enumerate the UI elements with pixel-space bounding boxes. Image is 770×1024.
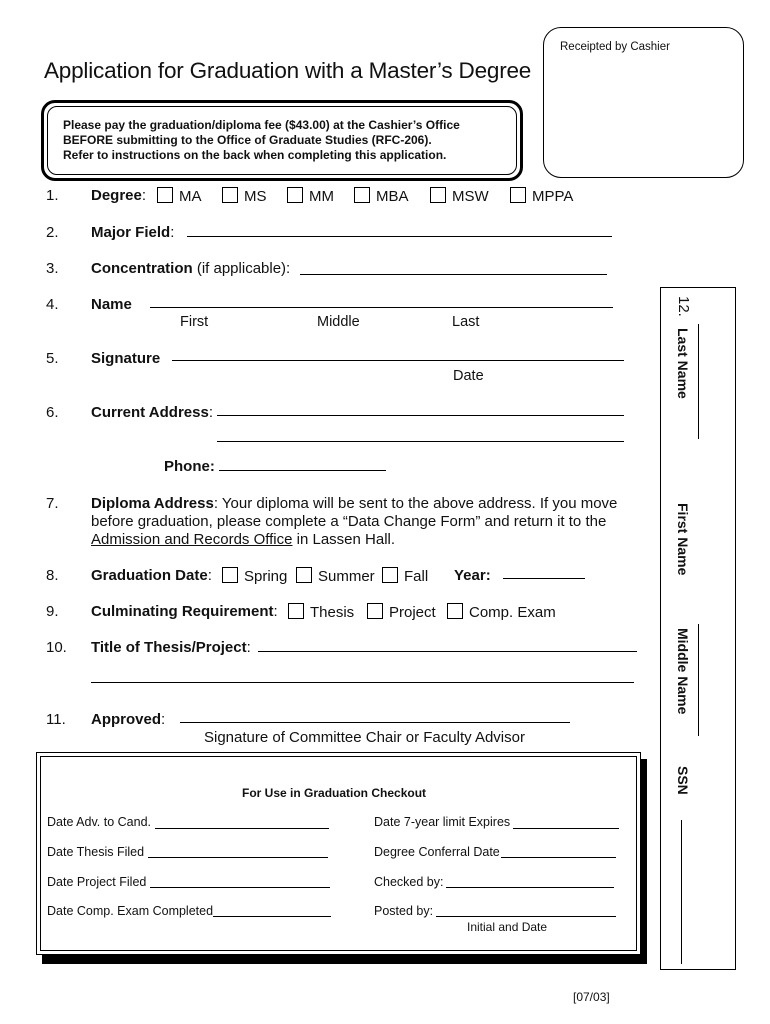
graduation-checkout-box (36, 752, 641, 955)
degree-option-mba[interactable]: MBA (354, 187, 409, 205)
checkout-date-project-label: Date Project Filed (47, 875, 147, 889)
culminating-option-thesis[interactable]: Thesis (288, 603, 354, 621)
sidebar-first-name-label: First Name (675, 503, 691, 576)
concentration-input[interactable] (300, 274, 607, 275)
sidebar-last-name-label: Last Name (675, 328, 691, 399)
culminating-option-project[interactable]: Project (367, 603, 436, 621)
name-label: Name (91, 296, 132, 313)
checkout-date-thesis-label: Date Thesis Filed (47, 845, 145, 859)
checkout-date-adv-label: Date Adv. to Cand. (47, 815, 151, 829)
checkout-7yr-label: Date 7-year limit Expires (374, 815, 511, 829)
name-last-caption: Last (452, 314, 480, 330)
sidebar-middle-name-input[interactable] (698, 624, 699, 736)
diploma-text-2: before graduation, please complete a “Data Change Form” and return it to the (91, 513, 607, 530)
checkout-conferral-label: Degree Conferral Date (374, 845, 500, 859)
name-middle-caption: Middle (317, 314, 360, 330)
checkbox-icon[interactable] (157, 187, 173, 203)
address-line-1-input[interactable] (217, 415, 624, 416)
graduation-option-fall[interactable]: Fall (382, 567, 428, 585)
checkout-initial-date-caption: Initial and Date (467, 920, 548, 934)
signature-input[interactable] (172, 360, 624, 361)
year-label: Year: (454, 567, 491, 584)
address-line-2-input[interactable] (217, 441, 624, 442)
fee-notice-box (41, 100, 523, 181)
sidebar-ssn-input[interactable] (681, 820, 682, 964)
major-field-label: Major Field (91, 224, 171, 241)
checkbox-icon[interactable] (430, 187, 446, 203)
degree-option-mm[interactable]: MM (287, 187, 334, 205)
cashier-label: Receipted by Cashier (560, 41, 670, 53)
thesis-title-line-2-input[interactable] (91, 682, 634, 683)
year-input[interactable] (503, 578, 585, 579)
checkbox-icon[interactable] (354, 187, 370, 203)
checkbox-icon[interactable] (222, 567, 238, 583)
phone-input[interactable] (219, 470, 386, 471)
culminating-label: Culminating Requirement (91, 603, 274, 620)
diploma-text-3: Admission and Records Office in Lassen Hall. (91, 531, 396, 548)
degree-label: Degree (91, 187, 142, 204)
admission-office-link[interactable]: Admission and Records Office (91, 531, 293, 548)
thesis-title-input[interactable] (258, 651, 637, 652)
thesis-title-label: Title of Thesis/Project (91, 639, 247, 656)
approved-caption: Signature of Committee Chair or Faculty Advisor (204, 729, 525, 746)
checkout-date-project-input[interactable] (150, 887, 330, 888)
checkbox-icon[interactable] (447, 603, 463, 619)
major-field-input[interactable] (187, 236, 612, 237)
checkout-posted-label: Posted by: (374, 904, 434, 918)
checkout-title: For Use in Graduation Checkout (242, 786, 427, 800)
diploma-label: Diploma Address (91, 495, 214, 512)
checkbox-icon[interactable] (288, 603, 304, 619)
name-first-caption: First (180, 314, 209, 330)
graduation-date-label: Graduation Date (91, 567, 208, 584)
degree-option-mppa[interactable]: MPPA (510, 187, 573, 205)
checkout-checked-label: Checked by: (374, 875, 444, 889)
culminating-option-comp-exam[interactable]: Comp. Exam (447, 603, 556, 621)
revision-code: [07/03] (573, 990, 610, 1004)
degree-option-msw[interactable]: MSW (430, 187, 489, 205)
sidebar-last-name-input[interactable] (698, 324, 699, 439)
sidebar-ssn-label: SSN (675, 766, 691, 795)
checkout-7yr-input[interactable] (513, 828, 619, 829)
signature-date-caption: Date (453, 368, 484, 384)
name-ssn-sidebar (660, 287, 736, 970)
address-label: Current Address (91, 404, 209, 421)
sidebar-number: 12. (675, 296, 692, 317)
checkout-posted-input[interactable] (436, 916, 616, 917)
approved-label: Approved (91, 711, 162, 728)
phone-label: Phone: (164, 458, 215, 475)
name-input[interactable] (150, 307, 613, 308)
sidebar-middle-name-label: Middle Name (675, 628, 691, 715)
checkout-date-comp-input[interactable] (213, 916, 331, 917)
checkbox-icon[interactable] (382, 567, 398, 583)
checkout-date-adv-input[interactable] (155, 828, 329, 829)
graduation-option-spring[interactable]: Spring (222, 567, 287, 585)
degree-option-ms[interactable]: MS (222, 187, 267, 205)
degree-option-ma[interactable]: MA (157, 187, 202, 205)
concentration-label: Concentration (91, 260, 193, 277)
checkbox-icon[interactable] (296, 567, 312, 583)
notice-line-1: Please pay the graduation/diploma fee ($43.00) at the Cashier’s Office (63, 118, 460, 132)
checkbox-icon[interactable] (222, 187, 238, 203)
checkout-checked-input[interactable] (446, 887, 614, 888)
signature-label: Signature (91, 350, 161, 367)
graduation-option-summer[interactable]: Summer (296, 567, 375, 585)
checkbox-icon[interactable] (367, 603, 383, 619)
approved-signature-input[interactable] (180, 722, 570, 723)
checkbox-icon[interactable] (510, 187, 526, 203)
checkout-date-comp-label: Date Comp. Exam Completed (47, 904, 214, 918)
checkbox-icon[interactable] (287, 187, 303, 203)
checkout-conferral-input[interactable] (501, 857, 616, 858)
checkout-date-thesis-input[interactable] (148, 857, 328, 858)
notice-line-3: Refer to instructions on the back when completing this application. (63, 148, 447, 162)
notice-line-2: BEFORE submitting to the Office of Graduate Studies (RFC-206). (63, 133, 432, 147)
page-title: Application for Graduation with a Master’s Degree (44, 58, 532, 83)
cashier-receipt-box (543, 27, 744, 178)
